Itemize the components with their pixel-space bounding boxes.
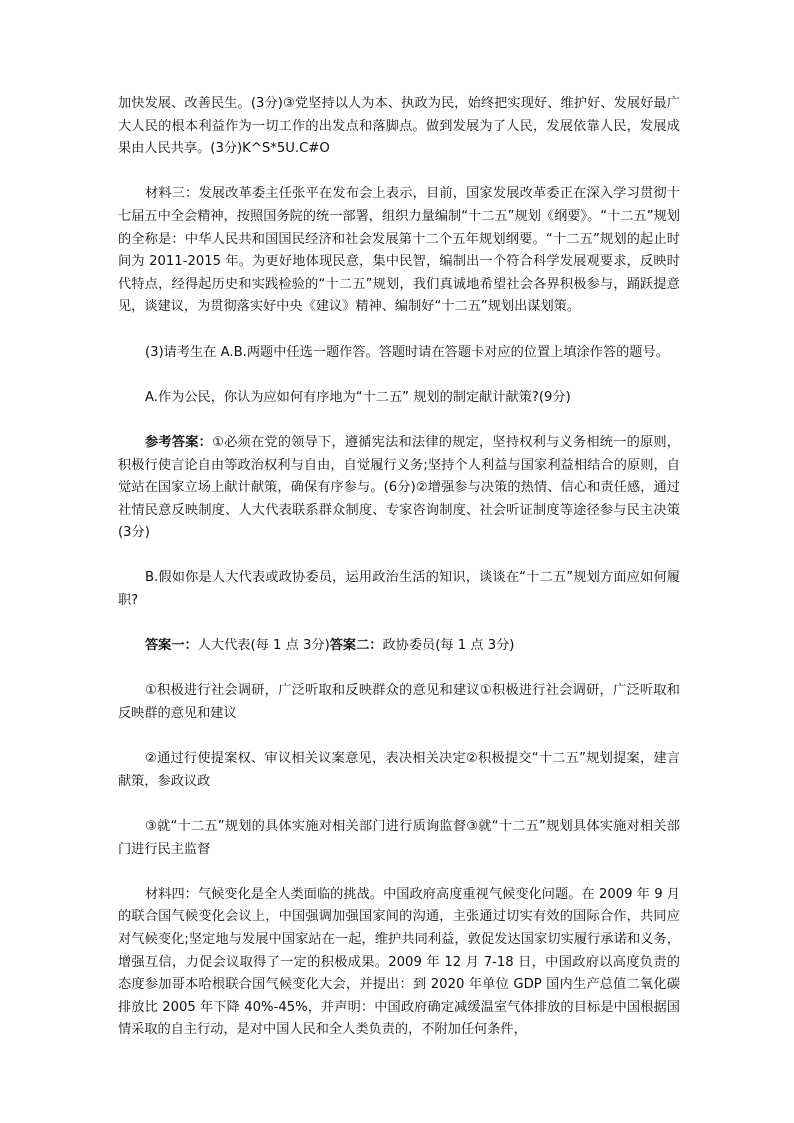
document-page: [118, 93, 680, 1065]
paragraph-material-four: 材料四：气候变化是全人类面临的挑战。中国政府高度重视气候变化问题。在 2009 年 9 月的联合国气候变化会议上，中国强调加强国家间的沟通，主张通过切实有效的国际合作，共同应对气候变化;坚定地与发展中国家站在一起，维护共同利益，敦促发达国家切实履行承诺和义务，增强互信，力促会议取得了一定的积极成果。2009 年 12 月 7-18 日，中国政府以高度负责的态度参加哥本哈根联合国气候变化大会，并提出：到 2020 年单位 GDP 国内生产总值二氧化碳排放比 2005 年下降 40%-45%，并声明：中国政府确定减缓温室气体排放的目标是中国根据国情采取的自主行动，是对中国人民和全人类负责的，不附加任何条件，: [118, 886, 680, 1038]
paragraph-question-three: (3)请考生在 A.B.两题中任选一题作答。答题时请在答题卡对应的位置上填涂作答的题号。: [145, 344, 669, 360]
reference-answer-text: ①必须在党的领导下，遵循宪法和法律的规定，坚持权利与义务相统一的原则，积极行使言论自由等政治权利与自由，自觉履行义务;坚持个人利益与国家利益相结合的原则，自觉站在国家立场上献计献策，确保有序参与。(6分)②增强参与决策的热情、信心和责任感，通过社情民意反映制度、人大代表联系群众制度、专家咨询制度、社会听证制度等途径参与民主决策(3分): [118, 434, 680, 541]
paragraph-answer-point-two: ②通过行使提案权、审议相关议案意见，表决相关决定②积极提交“十二五”规划提案，建言献策，参政议政: [118, 751, 680, 789]
reference-answer-label: 参考答案：: [145, 434, 213, 450]
paragraph-question-a: A.作为公民，你认为应如何有序地为“十二五” 规划的制定献计献策?(9分): [145, 389, 571, 405]
answer-two-text: 政协委员(每 1 点 3分): [382, 638, 515, 654]
paragraph-answer-point-one: ①积极进行社会调研，广泛听取和反映群众的意见和建议①积极进行社会调研，广泛听取和反映群的意见和建议: [118, 683, 680, 722]
paragraph-answer-continuation: 加快发展、改善民生。(3分)③党坚持以人为本、执政为民，始终把实现好、维护好、发展好最广大人民的根本利益作为一切工作的出发点和落脚点。做到发展为了人民，发展依靠人民，发展成果由人民共享。(3分)K^S*5U.C#O: [118, 96, 680, 157]
paragraph-answer-point-three: ③就“十二五”规划的具体实施对相关部门进行质询监督③就“十二五”规划具体实施对相关部门进行民主监督: [118, 819, 680, 857]
answer-one-text: 人大代表(每 1 点 3分): [197, 638, 330, 654]
paragraph-answer-headers: [118, 635, 680, 658]
answer-two-label: 答案二：: [329, 638, 383, 654]
paragraph-question-b: B.假如你是人大代表或政协委员，运用政治生活的知识，谈谈在“十二五”规划方面应如何履职?: [118, 570, 680, 609]
paragraph-material-three: 材料三：发展改革委主任张平在发布会上表示，目前，国家发展改革委正在深入学习贯彻十七届五中全会精神，按照国务院的统一部署，组织力量编制“十二五”规划《纲要》。“十二五”规划的全称是：中华人民共和国国民经济和社会发展第十二个五年规划纲要。“十二五”规划的起止时间为 2011-2015 年。为更好地体现民意，集中民智，编制出一个符合科学发展观要求，反映时代特点，经得起历史和实践检验的“十二五”规划，我们真诚地希望社会各界积极参与，踊跃提意见，谈建议，为贯彻落实好中央《建议》精神、编制好“十二五”规划出谋划策。: [118, 186, 680, 315]
answer-one-label: 答案一：: [145, 638, 198, 654]
paragraph-reference-answer: [118, 432, 680, 545]
